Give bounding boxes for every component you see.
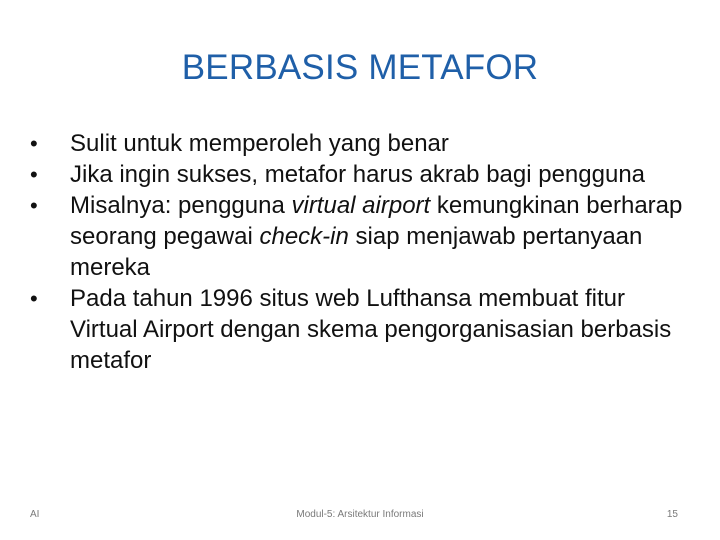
bullet-text-segment: Misalnya: pengguna	[70, 192, 292, 219]
bullet-item	[30, 190, 690, 283]
bullet-dot-icon: •	[30, 162, 38, 187]
bullet-dot-icon: •	[30, 193, 38, 218]
bullet-text-segment: Pada tahun 1996 situs web Lufthansa membuat fitur Virtual Airport dengan skema pengorganisasian berbasis metafor	[70, 285, 672, 374]
bullet-text	[70, 285, 671, 374]
footer-left-label: AI	[30, 509, 40, 520]
bullet-text-segment-italic: virtual airport	[291, 192, 431, 219]
bullet-text-segment-italic: check-in	[259, 223, 349, 250]
bullet-text-segment: kemungkinan berharap seorang pegawai	[70, 192, 683, 250]
bullet-text	[70, 161, 645, 188]
bullet-item	[30, 283, 690, 376]
bullet-list	[30, 128, 690, 376]
page-number: 15	[666, 509, 678, 520]
bullet-dot-icon: •	[30, 131, 38, 156]
slide-title: BERBASIS METAFOR	[181, 48, 539, 87]
bullet-text-segment: Jika ingin sukses, metafor harus akrab bagi pengguna	[70, 161, 646, 188]
bullet-item	[30, 159, 690, 190]
bullet-text-segment: siap menjawab pertanyaan mereka	[70, 223, 643, 281]
footer-course-title: Modul-5: Arsitektur Informasi	[296, 509, 424, 520]
bullet-text	[70, 130, 449, 157]
bullet-item	[30, 128, 690, 159]
bullet-text-segment: Sulit untuk memperoleh yang benar	[70, 130, 449, 157]
bullet-text	[70, 192, 682, 281]
bullet-dot-icon: •	[30, 286, 38, 311]
